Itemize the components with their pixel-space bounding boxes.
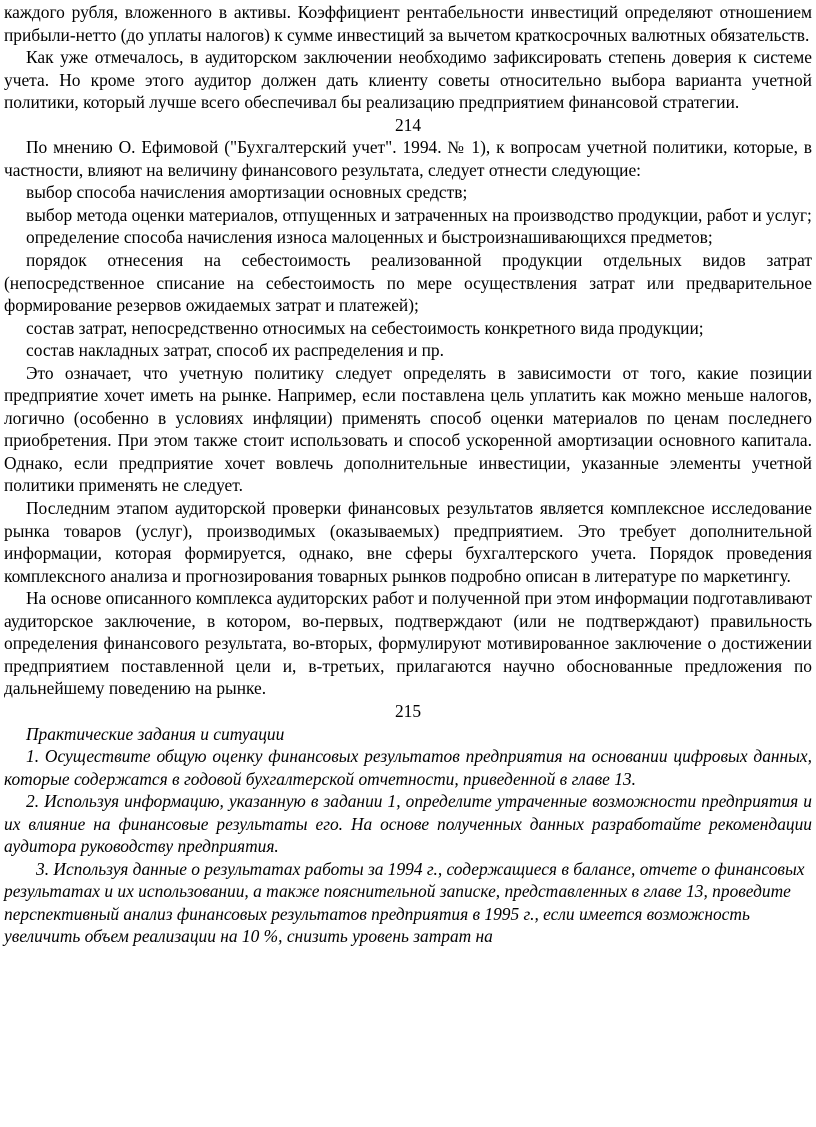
list-item-depreciation: выбор способа начисления амортизации основных средств; bbox=[26, 182, 468, 203]
paragraph-market-position: Это означает, что учетную политику следует определять в зависимости от того, какие позиции предприятие хочет иметь на рынке. Например, если поставлена цель уплатить как можно меньше налогов, логично (особенно в условиях инфляции) применять способ оценки материалов по ценам последнего приобретения. При этом также стоит использовать и способ ускоренной амортизации основного капитала. Однако, если предприятие хочет вовлечь дополнительные инвестиции, указанные элементы учетной политики применять не следует. bbox=[4, 362, 812, 496]
paragraph-efimova-opinion: По мнению О. Ефимовой ("Бухгалтерский учет". 1994. № 1), к вопросам учетной политики, которые, в частности, влияют на величину финансового результата, следует отнести следующие: bbox=[4, 137, 812, 180]
task-2: 2. Используя информацию, указанную в задании 1, определите утраченные возможности предприятия и их влияние на финансовые результаты его. На основе полученных данных разработайте рекомендации аудитора руководству предприятия. bbox=[4, 791, 812, 857]
list-item-direct-costs: состав затрат, непосредственно относимых на себестоимость конкретного вида продукции; bbox=[26, 317, 704, 338]
paragraph-audit-trust: Как уже отмечалось, в аудиторском заключении необходимо зафиксировать степень доверия к системе учета. Но кроме этого аудитор должен дать клиенту советы относительно выбора варианта учетной политики, который лучше всего обеспечивал бы реализацию предприятием финансовой стратегии. bbox=[4, 47, 812, 113]
page-number-215: 215 bbox=[394, 700, 422, 721]
task-1: 1. Осуществите общую оценку финансовых результатов предприятия на основании цифровых данных, которые содержатся в годовой бухгалтерской отчетности, приведенной в главе 13. bbox=[4, 746, 812, 789]
page-number-214: 214 bbox=[394, 114, 422, 135]
paragraph-continuation: каждого рубля, вложенного в активы. Коэффициент рентабельности инвестиций определяют отношением прибыли-нетто (до уплаты налогов) к сумме инвестиций за вычетом краткосрочных валютных обязательств. bbox=[4, 2, 812, 45]
list-item-materials-valuation: выбор метода оценки материалов, отпущенных и затраченных на производство продукции, работ и услуг; bbox=[26, 204, 812, 225]
paragraph-audit-conclusion: На основе описанного комплекса аудиторских работ и полученной при этом информации подготавливают аудиторское заключение, в котором, во-первых, подтверждают (или не подтверждают) правильность определения финансового результата, во-вторых, формулируют мотивированное заключение о достижении предприятием поставленной цели и, в-третьих, прилагаются научно обоснованные предложения по дальнейшему поведению на рынке. bbox=[4, 588, 812, 699]
list-item-overhead-costs: состав накладных затрат, способ их распределения и пр. bbox=[26, 340, 444, 361]
paragraph-market-research: Последним этапом аудиторской проверки финансовых результатов является комплексное исследование рынка товаров (услуг), производимых (оказываемых) предприятием. Это требует дополнительной информации, которая формируется, однако, вне сферы бухгалтерского учета. Порядок проведения комплексного анализа и прогнозирования товарных рынков подробно описан в литературе по маркетингу. bbox=[4, 498, 812, 586]
section-title: Практические задания и ситуации bbox=[26, 723, 285, 744]
list-item-cost-allocation: порядок отнесения на себестоимость реализованной продукции отдельных видов затрат (непосредственное списание на себестоимость по мере осуществления затрат или предварительное формирование резервов ожидаемых затрат и платежей); bbox=[4, 250, 812, 316]
task-3: 3. Используя данные о результатах работы за 1994 г., содержащиеся в балансе, отчете о финансовых результатах и их использовании, а также пояснительной записке, представленных в главе 13, проведите перспективный анализ финансовых результатов предприятия в 1995 г., если имеется возможность увеличить объем реализации на 10 %, снизить уровень затрат на bbox=[4, 858, 805, 947]
list-item-wear-method: определение способа начисления износа малоценных и быстроизнашивающихся предметов; bbox=[26, 227, 713, 248]
